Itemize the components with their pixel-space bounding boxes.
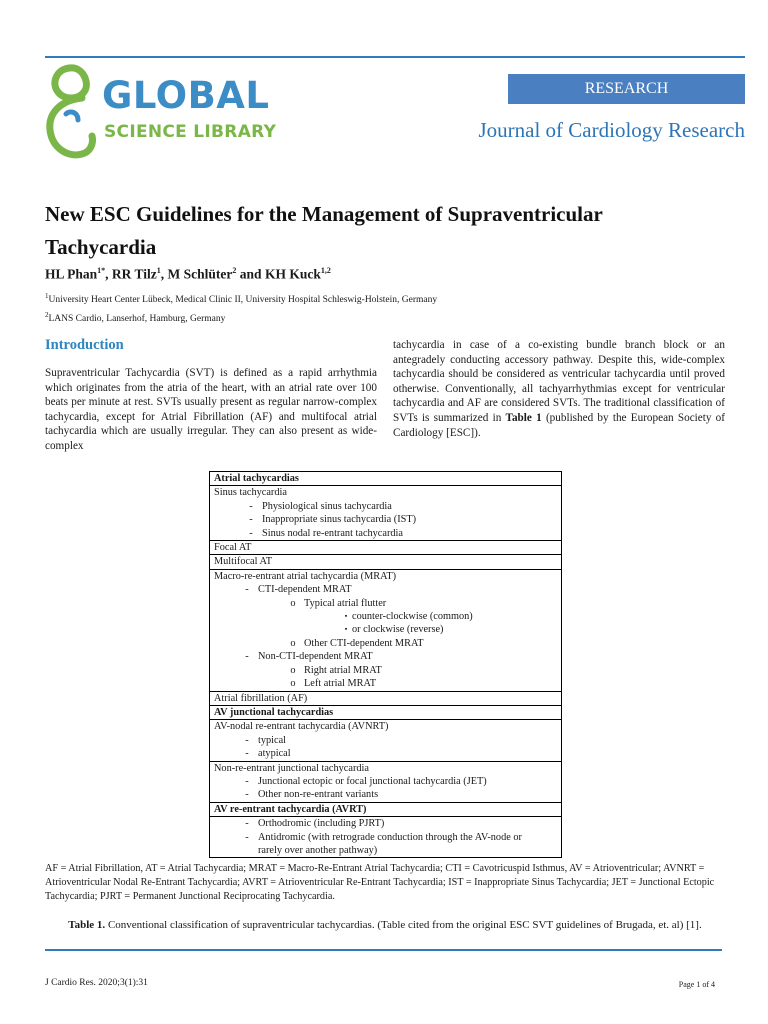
table-cell-text: atypical: [258, 748, 291, 760]
table-row: [210, 541, 561, 555]
table-line: [214, 831, 557, 844]
category-banner: RESEARCH: [508, 74, 745, 104]
table-cell-text: counter-clockwise (common): [352, 611, 473, 623]
table-caption-text: Conventional classification of supraventricular tachycardias. (Table cited from the original ESC SVT guidelines of Brugada, et. al) [1].: [105, 919, 702, 931]
footer-citation: J Cardio Res. 2020;3(1):31: [45, 978, 148, 988]
table-cell-text: Left atrial MRAT: [304, 678, 377, 690]
list-bullet-icon: -: [245, 775, 249, 787]
journal-name[interactable]: Journal of Cardiology Research: [478, 118, 745, 142]
table-cell-text: Other CTI-dependent MRAT: [304, 637, 424, 649]
table-cell-text: Non-re-entrant junctional tachycardia: [214, 762, 369, 774]
list-bullet-icon: o: [290, 664, 296, 676]
table-line: [214, 817, 557, 830]
table-row: [210, 817, 561, 857]
table-cell-text: Orthodromic (including PJRT): [258, 818, 385, 830]
affiliation-marker: 2: [45, 311, 49, 320]
table-line: [214, 555, 557, 568]
table-line: [214, 677, 557, 690]
logo-wordmark-science-library: SCIENCE LIBRARY: [104, 122, 277, 142]
list-bullet-icon: -: [245, 584, 249, 596]
table-line: [214, 472, 557, 485]
table-line: [214, 706, 557, 719]
table-line: [214, 500, 557, 513]
affiliation-list: [45, 289, 745, 327]
list-bullet-icon: o: [290, 678, 296, 690]
affiliation: [45, 308, 745, 327]
table-abbreviations: AF = Atrial Fibrillation, AT = Atrial Tachycardia; MRAT = Macro-Re-Entrant Atrial Tachycardia; CTI = Cavotricuspid Isthmus, AV = Atrioventricular; AVNRT = Atrioventricular Nodal Re-Entrant Tachycardia; AVRT = Atrioventricular Re-Entrant Tachycardia; IST = Inappropriate Sinus Tachycardia; JET = Junctional Ectopic Tachycardia; PJRT = Permanent Junctional Reciprocating Tachycardia.: [45, 863, 715, 902]
table-cell-text: Antidromic (with retrograde conduction through the AV-node or: [258, 831, 522, 843]
table-line: [214, 583, 557, 596]
table-line: [214, 775, 557, 788]
table-line: [214, 762, 557, 775]
table-cell-text: AV junctional tachycardias: [214, 706, 334, 718]
article-title-line-2: Tachycardia: [45, 235, 157, 259]
list-bullet-icon: -: [249, 514, 253, 526]
intro-text-end: (published by the European Society of Cardiology [ESC]).: [393, 411, 726, 439]
table-cell-text: Macro-re-entrant atrial tachycardia (MRAT): [214, 570, 397, 582]
intro-paragraph-1: Supraventricular Tachycardia (SVT) is defined as a rapid arrhythmia which originates from the atria of the heart, with an atrial rate over 100 beats per minute at rest. SVTs usually present as regular narrow-complex tachycardia, except for Atrial Fibrillation (AF) and multifocal atrial tachycardia which are usually irregular. They can also present as wide-complex: [45, 367, 377, 452]
author-affiliation-marker: 1*: [97, 266, 106, 275]
table-group-header: [210, 803, 561, 817]
author-name[interactable]: HL Phan: [45, 266, 98, 282]
intro-text: tachycardia in case of a co-existing bundle branch block or an antegradely conducting accessory pathway. Despite this, wide-complex tachycardia should be considered as ventricular tachycardia until proved otherwise. Conventionally, all tachyarrhythmias except for ventricular tachycardia and AF are considered SVTs. The traditional classification of SVTs is summarized in: [393, 339, 725, 424]
list-bullet-icon: ▪: [344, 612, 348, 621]
table-cell-text: Sinus nodal re-entrant tachycardia: [262, 527, 403, 539]
intro-column-2: [393, 338, 725, 440]
table-cell-text: or clockwise (reverse): [352, 624, 444, 636]
table-line: [214, 734, 557, 747]
table-group-header: [210, 706, 561, 720]
table-row: [210, 555, 561, 569]
table-cell-text: Atrial fibrillation (AF): [214, 692, 308, 704]
table-cell-text: Atrial tachycardias: [214, 473, 299, 484]
table-line: [214, 610, 557, 623]
table-cell-text: AV re-entrant tachycardia (AVRT): [214, 803, 367, 815]
table-caption: [45, 918, 725, 933]
bottom-rule: [45, 949, 722, 951]
table-cell-text: typical: [258, 734, 287, 746]
table-group-header: [210, 472, 561, 486]
section-heading-introduction: Introduction: [45, 337, 124, 353]
table-line: [214, 623, 557, 636]
author-separator: and: [236, 266, 265, 282]
table-caption-label: Table 1.: [68, 919, 106, 931]
table-cell-text: Sinus tachycardia: [214, 487, 287, 499]
author-name[interactable]: M Schlüter: [167, 266, 233, 282]
table-line: [214, 747, 557, 760]
table-line: [214, 597, 557, 610]
author-affiliation-marker: 1,2: [320, 266, 331, 275]
affiliation: [45, 289, 745, 308]
table-line: [214, 541, 557, 554]
list-bullet-icon: o: [290, 597, 296, 609]
table-line: [214, 692, 557, 705]
table-cell-text: Physiological sinus tachycardia: [262, 500, 392, 512]
table-line: [214, 513, 557, 526]
list-bullet-icon: -: [249, 500, 253, 512]
table-cell-text: CTI-dependent MRAT: [258, 584, 352, 596]
list-bullet-icon: -: [245, 818, 249, 830]
list-bullet-icon: -: [245, 789, 249, 801]
author-name[interactable]: KH Kuck: [264, 266, 321, 282]
author-affiliation-marker: 2: [232, 266, 237, 275]
table-cell-text: Right atrial MRAT: [304, 664, 382, 676]
table-cell-text: Non-CTI-dependent MRAT: [258, 651, 373, 663]
author-separator: ,: [105, 266, 112, 282]
table-cell-text: Multifocal AT: [214, 556, 273, 568]
table-cell-text: Junctional ectopic or focal junctional tachycardia (JET): [258, 775, 487, 787]
table-cell-text: Focal AT: [214, 542, 252, 554]
table-row: [210, 692, 561, 706]
table-row: [210, 762, 561, 803]
article-title-line-1: New ESC Guidelines for the Management of Supraventricular: [45, 202, 603, 226]
intro-paragraph-2: [393, 338, 725, 440]
top-rule: [45, 56, 745, 58]
table-line: [214, 486, 557, 499]
list-bullet-icon: -: [245, 734, 249, 746]
table-row: [210, 570, 561, 692]
logo-wordmark-global: GLOBAL: [102, 74, 270, 117]
footer-page-number: Page 1 of 4: [678, 980, 715, 989]
table-row: [210, 720, 561, 761]
list-bullet-icon: -: [249, 527, 253, 539]
list-bullet-icon: -: [245, 651, 249, 663]
table-cell-text: Inappropriate sinus tachycardia (IST): [262, 514, 417, 526]
table-cell-text: rarely over another pathway): [258, 844, 378, 856]
author-list: [45, 266, 745, 283]
list-bullet-icon: [236, 844, 258, 857]
table-cell-text: Typical atrial flutter: [304, 597, 387, 609]
table-line: [214, 637, 557, 650]
list-bullet-icon: -: [245, 831, 249, 843]
list-bullet-icon: ▪: [344, 625, 348, 634]
table-line: [214, 720, 557, 733]
publisher-logo[interactable]: [44, 64, 284, 162]
author-affiliation-marker: 1: [156, 266, 161, 275]
intro-column-1: [45, 366, 377, 454]
svt-classification-table: [209, 471, 562, 858]
table-line: [214, 788, 557, 801]
table-line: [214, 803, 557, 816]
logo-g-icon: [44, 64, 96, 162]
table-cell-text: Other non-re-entrant variants: [258, 789, 379, 801]
table-line: [214, 664, 557, 677]
affiliation-text: University Heart Center Lübeck, Medical Clinic II, University Hospital Schleswig-Holstein, Germany: [48, 295, 438, 306]
list-bullet-icon: -: [245, 748, 249, 760]
affiliation-text: LANS Cardio, Lanserhof, Hamburg, Germany: [48, 314, 226, 325]
author-separator: ,: [160, 266, 168, 282]
table-line: [214, 844, 557, 857]
table-line: [214, 527, 557, 540]
table-line: [214, 650, 557, 663]
table-cell-text: AV-nodal re-entrant tachycardia (AVNRT): [214, 721, 389, 733]
table-row: [210, 486, 561, 541]
affiliation-marker: 1: [45, 292, 49, 300]
table-line: [214, 570, 557, 583]
author-name[interactable]: RR Tilz: [111, 266, 157, 282]
article-title: [45, 198, 745, 264]
table-reference-link[interactable]: Table 1: [505, 411, 542, 424]
list-bullet-icon: o: [290, 637, 296, 649]
